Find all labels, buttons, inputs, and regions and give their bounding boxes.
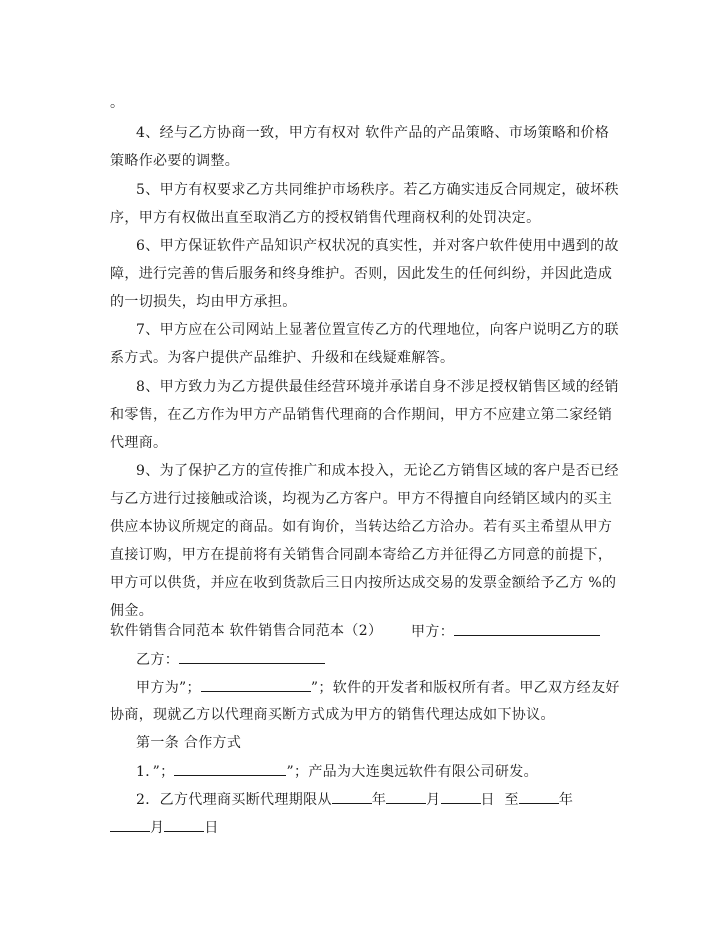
year-label-2: 年: [558, 792, 574, 808]
party-a-blank[interactable]: [454, 622, 600, 636]
party-b-row: [136, 650, 325, 669]
product-name-blank[interactable]: [174, 762, 286, 776]
party-a-name-blank[interactable]: [201, 678, 311, 692]
month-label-2: 月: [150, 820, 165, 836]
clause-9-line-4: 直接订购，甲方在提前将有关销售合同副本寄给乙方并征得乙方同意的前提下，: [110, 547, 613, 563]
end-year-blank[interactable]: [519, 790, 559, 804]
clause-8-line-1: 8、甲方致力为乙方提供最佳经营环境并承诺自身不涉足授权销售区域的经销: [136, 379, 619, 395]
clause-9-line-5: 甲方可以供货，并应在收到货款后三日内按所达成交易的发票金额给予乙方 %的: [110, 575, 617, 591]
item-1-suffix: ”；产品为大连奥远软件有限公司研发。: [286, 764, 538, 780]
end-month-blank[interactable]: [110, 818, 150, 832]
clause-5-line-2: 序，甲方有权做出直至取消乙方的授权销售代理商权利的处罚决定。: [110, 210, 541, 226]
intro-line-1: [136, 678, 620, 697]
clause-9-line-3: 供应本协议所规定的商品。如有询价，当转达给乙方洽办。若有买主希望从甲方: [110, 519, 613, 535]
start-year-blank[interactable]: [332, 790, 372, 804]
clause-8-line-2: 和零售，在乙方作为甲方产品销售代理商的合作期间，甲方不应建立第二家经销: [110, 407, 613, 423]
article-1-title: 第一条 合作方式: [136, 735, 242, 751]
clause-4-line-1: 4、经与乙方协商一致，甲方有权对 软件产品的产品策略、市场策略和价格: [136, 125, 610, 141]
end-day-blank[interactable]: [164, 818, 204, 832]
year-label: 年: [371, 792, 387, 808]
item-1: [136, 762, 538, 781]
clause-8-line-3: 代理商。: [110, 435, 168, 451]
clause-9-line-2: 与乙方进行过接触或洽谈，均视为乙方客户。甲方不得擅自向经销区域内的买主: [110, 491, 613, 507]
party-b-blank[interactable]: [179, 650, 325, 664]
clause-6-line-3: 的一切损失，均由甲方承担。: [110, 294, 297, 310]
clause-6-line-2: 障，进行完善的售后服务和终身维护。否则，因此发生的任何纠纷，并因此造成: [110, 266, 613, 282]
party-a-label: 甲方：: [411, 624, 455, 640]
clause-5-line-1: 5、甲方有权要求乙方共同维护市场秩序。若乙方确实违反合同规定，破坏秩: [136, 182, 619, 198]
clause-9-line-1: 9、为了保护乙方的宣传推广和成本投入，无论乙方销售区域的客户是否已经: [136, 463, 619, 479]
clause-7-line-2: 系方式。为客户提供产品维护、升级和在线疑难解答。: [110, 350, 455, 366]
clause-6-line-1: 6、甲方保证软件产品知识产权状况的真实性，并对客户软件使用中遇到的故: [136, 238, 619, 254]
intro-line-2: 协商，现就乙方以代理商买断方式成为甲方的销售代理达成如下协议。: [110, 707, 555, 723]
item-2-prefix: 2．乙方代理商买断代理期限从: [136, 792, 332, 808]
item-2-line-2: [110, 818, 219, 837]
section-heading: 软件销售合同范本 软件销售合同范本（2）: [110, 623, 383, 639]
to-label: 至: [504, 792, 519, 808]
intro-prefix: 甲方为”；: [136, 680, 201, 696]
item-1-prefix: 1．”；: [136, 764, 175, 780]
clause-9-line-6: 佣金。: [110, 603, 154, 619]
clause-4-line-2: 策略作必要的调整。: [110, 153, 240, 169]
day-label-2: 日: [204, 820, 219, 836]
item-2-line-1: [136, 790, 573, 809]
month-label: 月: [426, 792, 441, 808]
day-label: 日: [480, 792, 495, 808]
intro-suffix: ”；软件的开发者和版权所有者。甲乙双方经友好: [310, 680, 620, 696]
top-mark: 。: [110, 95, 125, 111]
start-month-blank[interactable]: [386, 790, 426, 804]
party-a-row: [411, 622, 600, 641]
start-day-blank[interactable]: [441, 790, 481, 804]
party-b-label: 乙方：: [136, 652, 180, 668]
clause-7-line-1: 7、甲方应在公司网站上显著位置宣传乙方的代理地位，向客户说明乙方的联: [136, 322, 619, 338]
